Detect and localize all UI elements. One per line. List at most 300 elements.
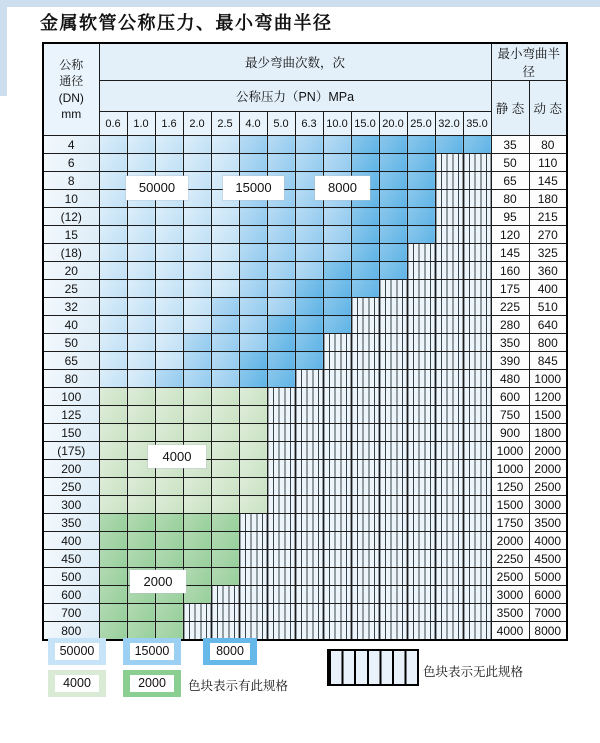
- no-spec-cell: [239, 586, 267, 604]
- pressure-col-header: 1.6: [155, 112, 183, 136]
- spec-cell: [99, 370, 127, 388]
- spec-cell: [99, 424, 127, 442]
- pressure-col-header: 10.0: [323, 112, 351, 136]
- spec-cell: [211, 532, 239, 550]
- overlay-label-50000: 50000: [126, 176, 188, 200]
- no-spec-cell: [351, 298, 379, 316]
- no-spec-cell: [323, 334, 351, 352]
- no-spec-cell: [407, 388, 435, 406]
- pressure-values-row: [43, 112, 567, 136]
- no-spec-cell: [463, 334, 491, 352]
- no-spec-cell: [407, 244, 435, 262]
- static-radius-cell: 350: [491, 334, 529, 352]
- spec-cell: [183, 316, 211, 334]
- no-spec-cell: [407, 514, 435, 532]
- nominal-pressure-header: 公称压力（PN）MPa: [99, 81, 491, 112]
- spec-cell: [155, 136, 183, 154]
- no-spec-cell: [323, 532, 351, 550]
- spec-cell: [295, 280, 323, 298]
- spec-table-wrapper: [42, 42, 568, 641]
- no-spec-cell: [435, 442, 463, 460]
- no-spec-cell: [295, 622, 323, 641]
- spec-cell: [183, 496, 211, 514]
- spec-cell: [295, 154, 323, 172]
- spec-cell: [239, 208, 267, 226]
- static-radius-cell: 900: [491, 424, 529, 442]
- dn-cell: 150: [43, 424, 99, 442]
- legend-swatch-15000: 15000: [123, 638, 181, 665]
- no-spec-cell: [435, 190, 463, 208]
- no-spec-cell: [435, 550, 463, 568]
- dynamic-radius-cell: 270: [529, 226, 567, 244]
- spec-cell: [183, 388, 211, 406]
- spec-cell: [99, 244, 127, 262]
- dn-cell: 100: [43, 388, 99, 406]
- dynamic-radius-cell: 5000: [529, 568, 567, 586]
- dynamic-radius-cell: 1800: [529, 424, 567, 442]
- no-spec-cell: [351, 622, 379, 641]
- no-spec-cell: [295, 550, 323, 568]
- spec-cell: [155, 550, 183, 568]
- spec-cell: [211, 280, 239, 298]
- no-spec-cell: [351, 514, 379, 532]
- dynamic-radius-cell: 7000: [529, 604, 567, 622]
- spec-cell: [435, 136, 463, 154]
- dynamic-radius-cell: 1500: [529, 406, 567, 424]
- table-row: [43, 334, 567, 352]
- table-row: [43, 460, 567, 478]
- dynamic-radius-cell: 510: [529, 298, 567, 316]
- spec-cell: [183, 550, 211, 568]
- no-spec-cell: [267, 442, 295, 460]
- dynamic-column-header: 动 态: [529, 81, 567, 136]
- no-spec-cell: [407, 568, 435, 586]
- dynamic-radius-cell: 8000: [529, 622, 567, 641]
- no-spec-cell: [379, 442, 407, 460]
- static-radius-cell: 4000: [491, 622, 529, 641]
- static-column-header: 静 态: [491, 81, 529, 136]
- dn-cell: 40: [43, 316, 99, 334]
- no-spec-cell: [379, 316, 407, 334]
- spec-cell: [155, 496, 183, 514]
- no-spec-cell: [323, 478, 351, 496]
- no-spec-cell: [435, 208, 463, 226]
- spec-cell: [267, 208, 295, 226]
- no-spec-cell: [267, 514, 295, 532]
- spec-cell: [239, 298, 267, 316]
- spec-cell: [379, 136, 407, 154]
- no-spec-cell: [435, 514, 463, 532]
- table-row: [43, 226, 567, 244]
- spec-cell: [295, 334, 323, 352]
- spec-cell: [183, 334, 211, 352]
- no-spec-cell: [435, 568, 463, 586]
- no-spec-cell: [295, 424, 323, 442]
- spec-cell: [267, 334, 295, 352]
- spec-cell: [239, 316, 267, 334]
- spec-cell: [239, 136, 267, 154]
- no-spec-cell: [463, 190, 491, 208]
- static-radius-cell: 600: [491, 388, 529, 406]
- table-row: [43, 424, 567, 442]
- spec-cell: [323, 226, 351, 244]
- static-radius-cell: 390: [491, 352, 529, 370]
- no-spec-cell: [351, 388, 379, 406]
- spec-cell: [127, 154, 155, 172]
- dn-cell: 300: [43, 496, 99, 514]
- no-spec-cell: [239, 514, 267, 532]
- no-spec-cell: [463, 496, 491, 514]
- spec-cell: [211, 352, 239, 370]
- spec-cell: [99, 550, 127, 568]
- no-spec-cell: [295, 460, 323, 478]
- spec-cell: [183, 262, 211, 280]
- no-spec-cell: [323, 388, 351, 406]
- table-row: [43, 604, 567, 622]
- spec-cell: [155, 226, 183, 244]
- spec-cell: [211, 298, 239, 316]
- spec-cell: [127, 244, 155, 262]
- dn-cell: 700: [43, 604, 99, 622]
- dynamic-radius-cell: 215: [529, 208, 567, 226]
- spec-cell: [99, 190, 127, 208]
- overlay-label-4000: 4000: [148, 445, 206, 468]
- no-spec-cell: [435, 388, 463, 406]
- spec-cell: [351, 280, 379, 298]
- overlay-label-8000: 8000: [315, 176, 370, 200]
- spec-cell: [295, 262, 323, 280]
- spec-cell: [239, 388, 267, 406]
- spec-cell: [211, 478, 239, 496]
- dynamic-radius-cell: 110: [529, 154, 567, 172]
- spec-cell: [155, 208, 183, 226]
- static-radius-cell: 3500: [491, 604, 529, 622]
- dynamic-radius-cell: 2000: [529, 460, 567, 478]
- no-spec-cell: [267, 406, 295, 424]
- static-radius-cell: 160: [491, 262, 529, 280]
- spec-cell: [127, 136, 155, 154]
- static-radius-cell: 2000: [491, 532, 529, 550]
- dn-cell: 400: [43, 532, 99, 550]
- no-spec-cell: [435, 460, 463, 478]
- spec-cell: [379, 190, 407, 208]
- spec-cell: [127, 406, 155, 424]
- spec-cell: [211, 226, 239, 244]
- spec-cell: [239, 460, 267, 478]
- spec-cell: [155, 280, 183, 298]
- no-spec-cell: [463, 622, 491, 641]
- pressure-col-header: 2.5: [211, 112, 239, 136]
- no-spec-cell: [463, 514, 491, 532]
- spec-cell: [99, 478, 127, 496]
- table-row: [43, 514, 567, 532]
- spec-cell: [99, 208, 127, 226]
- no-spec-cell: [267, 388, 295, 406]
- no-spec-cell: [407, 496, 435, 514]
- no-spec-cell: [351, 352, 379, 370]
- table-row: [43, 244, 567, 262]
- overlay-label-15000: 15000: [223, 176, 284, 200]
- spec-cell: [99, 154, 127, 172]
- spec-cell: [211, 460, 239, 478]
- spec-cell: [127, 388, 155, 406]
- spec-cell: [183, 532, 211, 550]
- spec-cell: [323, 136, 351, 154]
- no-spec-cell: [323, 604, 351, 622]
- no-spec-cell: [435, 172, 463, 190]
- no-spec-cell: [463, 586, 491, 604]
- spec-cell: [183, 208, 211, 226]
- no-spec-cell: [463, 316, 491, 334]
- spec-cell: [323, 208, 351, 226]
- table-row: [43, 370, 567, 388]
- no-spec-cell: [323, 514, 351, 532]
- no-spec-cell: [379, 478, 407, 496]
- spec-cell: [127, 298, 155, 316]
- spec-cell: [295, 208, 323, 226]
- spec-cell: [155, 604, 183, 622]
- static-radius-cell: 145: [491, 244, 529, 262]
- no-spec-cell: [351, 532, 379, 550]
- spec-cell: [323, 244, 351, 262]
- spec-cell: [407, 190, 435, 208]
- dynamic-radius-cell: 180: [529, 190, 567, 208]
- no-spec-cell: [351, 604, 379, 622]
- spec-cell: [351, 226, 379, 244]
- pressure-col-header: 35.0: [463, 112, 491, 136]
- no-spec-cell: [239, 604, 267, 622]
- dn-cell: 250: [43, 478, 99, 496]
- static-radius-cell: 95: [491, 208, 529, 226]
- no-spec-cell: [435, 334, 463, 352]
- dn-column-header: 公称 通径 (DN) mm: [43, 43, 99, 136]
- spec-cell: [239, 154, 267, 172]
- table-row: [43, 208, 567, 226]
- spec-cell: [351, 244, 379, 262]
- no-spec-cell: [407, 280, 435, 298]
- dn-cell: 450: [43, 550, 99, 568]
- no-spec-cell: [463, 226, 491, 244]
- spec-cell: [183, 244, 211, 262]
- spec-cell: [127, 550, 155, 568]
- spec-cell: [99, 568, 127, 586]
- spec-cell: [155, 514, 183, 532]
- dn-cell: (18): [43, 244, 99, 262]
- spec-cell: [183, 298, 211, 316]
- spec-cell: [211, 514, 239, 532]
- no-spec-cell: [379, 334, 407, 352]
- no-spec-cell: [295, 514, 323, 532]
- no-spec-cell: [463, 262, 491, 280]
- spec-cell: [127, 226, 155, 244]
- static-radius-cell: 50: [491, 154, 529, 172]
- no-spec-cell: [407, 424, 435, 442]
- legend-swatch-50000: 50000: [48, 638, 106, 665]
- spec-cell: [127, 208, 155, 226]
- no-spec-cell: [323, 496, 351, 514]
- spec-cell: [183, 280, 211, 298]
- spec-cell: [379, 208, 407, 226]
- spec-cell: [211, 154, 239, 172]
- spec-cell: [127, 424, 155, 442]
- spec-cell: [407, 136, 435, 154]
- dynamic-radius-cell: 800: [529, 334, 567, 352]
- no-spec-cell: [351, 586, 379, 604]
- no-spec-cell: [323, 352, 351, 370]
- spec-cell: [239, 478, 267, 496]
- no-spec-cell: [407, 550, 435, 568]
- spec-cell: [99, 532, 127, 550]
- table-row: [43, 172, 567, 190]
- table-row: [43, 532, 567, 550]
- spec-cell: [99, 280, 127, 298]
- dynamic-radius-cell: 845: [529, 352, 567, 370]
- spec-cell: [155, 316, 183, 334]
- spec-cell: [295, 226, 323, 244]
- no-spec-cell: [323, 586, 351, 604]
- no-spec-cell: [267, 460, 295, 478]
- no-spec-cell: [379, 352, 407, 370]
- spec-cell: [127, 352, 155, 370]
- spec-cell: [99, 388, 127, 406]
- no-spec-cell: [407, 406, 435, 424]
- dynamic-radius-cell: 2500: [529, 478, 567, 496]
- dn-cell: 65: [43, 352, 99, 370]
- no-spec-cell: [295, 532, 323, 550]
- dynamic-radius-cell: 4500: [529, 550, 567, 568]
- spec-cell: [267, 280, 295, 298]
- legend-no-spec-text: 色块表示无此规格: [423, 665, 524, 679]
- spec-cell: [351, 136, 379, 154]
- spec-cell: [379, 172, 407, 190]
- no-spec-cell: [239, 550, 267, 568]
- table-row: [43, 442, 567, 460]
- no-spec-cell: [267, 586, 295, 604]
- spec-cell: [239, 424, 267, 442]
- spec-cell: [127, 334, 155, 352]
- no-spec-cell: [463, 532, 491, 550]
- static-radius-cell: 175: [491, 280, 529, 298]
- spec-cell: [267, 154, 295, 172]
- dn-cell: 800: [43, 622, 99, 641]
- no-spec-cell: [407, 460, 435, 478]
- static-radius-cell: 1000: [491, 460, 529, 478]
- spec-cell: [295, 298, 323, 316]
- no-spec-cell: [323, 568, 351, 586]
- dynamic-radius-cell: 325: [529, 244, 567, 262]
- static-radius-cell: 480: [491, 370, 529, 388]
- spec-cell: [239, 442, 267, 460]
- spec-cell: [155, 352, 183, 370]
- pressure-col-header: 32.0: [435, 112, 463, 136]
- legend-swatch-8000: 8000: [203, 638, 257, 665]
- no-spec-cell: [435, 352, 463, 370]
- spec-cell: [379, 226, 407, 244]
- legend-has-spec-text: 色块表示有此规格: [188, 679, 289, 693]
- spec-cell: [239, 262, 267, 280]
- static-radius-cell: 225: [491, 298, 529, 316]
- spec-cell: [239, 244, 267, 262]
- no-spec-cell: [407, 352, 435, 370]
- spec-cell: [239, 226, 267, 244]
- dn-cell: 8: [43, 172, 99, 190]
- no-spec-cell: [379, 514, 407, 532]
- dn-cell: 125: [43, 406, 99, 424]
- no-spec-cell: [351, 496, 379, 514]
- no-spec-cell: [211, 586, 239, 604]
- no-spec-cell: [463, 388, 491, 406]
- spec-cell: [183, 136, 211, 154]
- spec-cell: [127, 262, 155, 280]
- spec-cell: [155, 478, 183, 496]
- no-spec-cell: [435, 622, 463, 641]
- spec-cell: [155, 154, 183, 172]
- spec-cell: [183, 352, 211, 370]
- no-spec-cell: [463, 478, 491, 496]
- dynamic-radius-cell: 400: [529, 280, 567, 298]
- no-spec-cell: [351, 568, 379, 586]
- table-row: [43, 478, 567, 496]
- legend-swatch-4000: 4000: [48, 670, 106, 697]
- dynamic-radius-cell: 4000: [529, 532, 567, 550]
- no-spec-cell: [435, 424, 463, 442]
- dynamic-radius-cell: 6000: [529, 586, 567, 604]
- no-spec-cell: [407, 586, 435, 604]
- spec-cell: [183, 424, 211, 442]
- spec-cell: [127, 478, 155, 496]
- no-spec-cell: [351, 478, 379, 496]
- table-row: [43, 262, 567, 280]
- static-radius-cell: 1500: [491, 496, 529, 514]
- pressure-col-header: 6.3: [295, 112, 323, 136]
- no-spec-cell: [379, 604, 407, 622]
- no-spec-cell: [351, 424, 379, 442]
- spec-cell: [211, 388, 239, 406]
- dn-cell: 10: [43, 190, 99, 208]
- pressure-col-header: 2.0: [183, 112, 211, 136]
- spec-cell: [295, 352, 323, 370]
- dynamic-radius-cell: 80: [529, 136, 567, 154]
- overlay-label-2000: 2000: [130, 570, 186, 593]
- no-spec-cell: [435, 370, 463, 388]
- spec-cell: [211, 496, 239, 514]
- spec-cell: [99, 226, 127, 244]
- spec-cell: [211, 568, 239, 586]
- legend-no-spec-swatch: [327, 649, 419, 686]
- no-spec-cell: [435, 298, 463, 316]
- no-spec-cell: [463, 244, 491, 262]
- table-row: [43, 586, 567, 604]
- no-spec-cell: [435, 406, 463, 424]
- spec-cell: [211, 442, 239, 460]
- spec-cell: [99, 586, 127, 604]
- static-radius-cell: 120: [491, 226, 529, 244]
- spec-cell: [155, 388, 183, 406]
- spec-cell: [127, 496, 155, 514]
- no-spec-cell: [435, 496, 463, 514]
- pressure-col-header: 5.0: [267, 112, 295, 136]
- table-row: [43, 406, 567, 424]
- no-spec-cell: [267, 568, 295, 586]
- no-spec-cell: [407, 298, 435, 316]
- dn-cell: 20: [43, 262, 99, 280]
- spec-cell: [99, 406, 127, 424]
- no-spec-cell: [435, 280, 463, 298]
- dn-cell: 500: [43, 568, 99, 586]
- header-row-1: [43, 43, 567, 81]
- no-spec-cell: [351, 442, 379, 460]
- pressure-col-header: 25.0: [407, 112, 435, 136]
